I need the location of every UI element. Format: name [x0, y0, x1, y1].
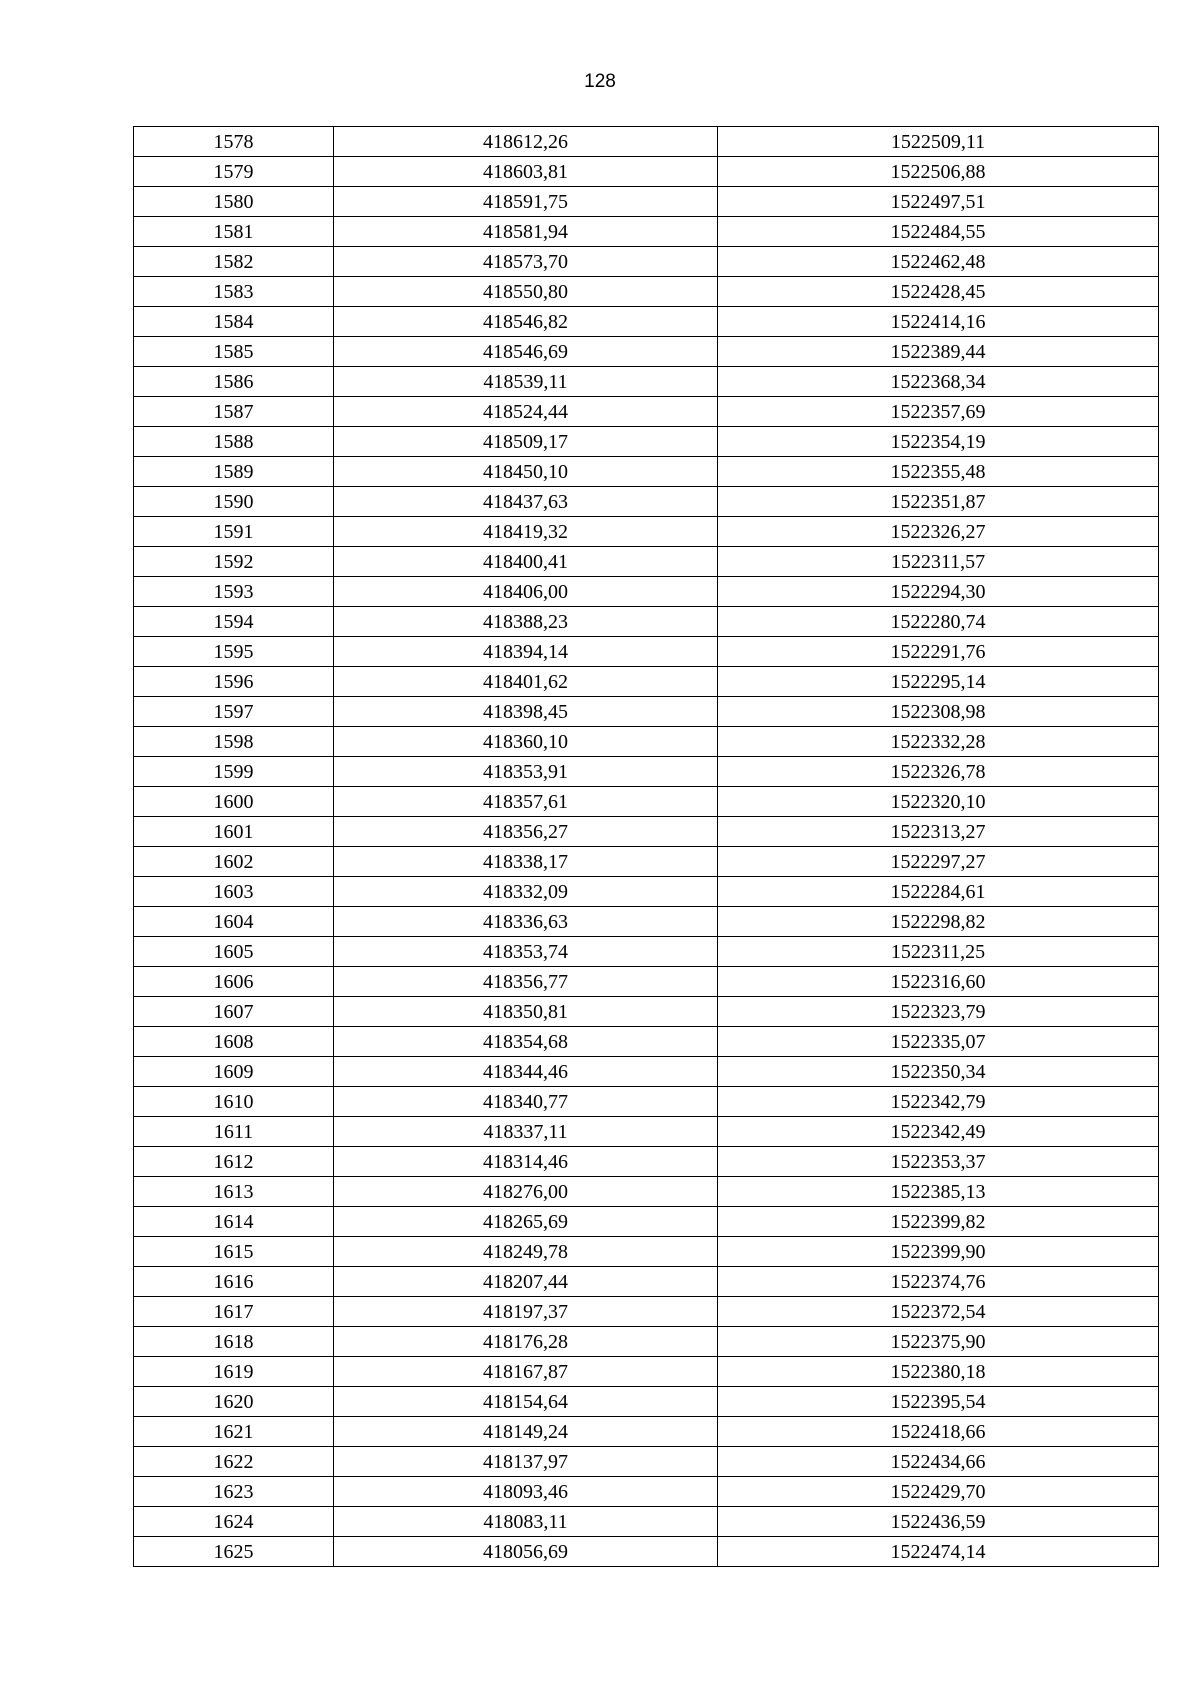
table-row	[134, 157, 1159, 187]
point-number-cell: 1588	[134, 427, 334, 457]
point-number-cell: 1614	[134, 1207, 334, 1237]
point-number-cell: 1593	[134, 577, 334, 607]
y-coordinate-cell: 1522355,48	[718, 457, 1159, 487]
x-coordinate-cell: 418400,41	[334, 547, 718, 577]
x-coordinate-cell: 418276,00	[334, 1177, 718, 1207]
table-row	[134, 997, 1159, 1027]
x-coordinate-cell: 418338,17	[334, 847, 718, 877]
x-coordinate-cell: 418207,44	[334, 1267, 718, 1297]
point-number-cell: 1601	[134, 817, 334, 847]
x-coordinate-cell: 418176,28	[334, 1327, 718, 1357]
point-number-cell: 1615	[134, 1237, 334, 1267]
table-row	[134, 487, 1159, 517]
table-row	[134, 1057, 1159, 1087]
table-row	[134, 1447, 1159, 1477]
table-row	[134, 427, 1159, 457]
table-row	[134, 787, 1159, 817]
point-number-cell: 1583	[134, 277, 334, 307]
x-coordinate-cell: 418167,87	[334, 1357, 718, 1387]
x-coordinate-cell: 418265,69	[334, 1207, 718, 1237]
point-number-cell: 1591	[134, 517, 334, 547]
x-coordinate-cell: 418524,44	[334, 397, 718, 427]
x-coordinate-cell: 418344,46	[334, 1057, 718, 1087]
x-coordinate-cell: 418314,46	[334, 1147, 718, 1177]
point-number-cell: 1578	[134, 127, 334, 157]
x-coordinate-cell: 418591,75	[334, 187, 718, 217]
table-row	[134, 757, 1159, 787]
x-coordinate-cell: 418509,17	[334, 427, 718, 457]
point-number-cell: 1579	[134, 157, 334, 187]
y-coordinate-cell: 1522375,90	[718, 1327, 1159, 1357]
table-row	[134, 1087, 1159, 1117]
x-coordinate-cell: 418406,00	[334, 577, 718, 607]
y-coordinate-cell: 1522399,82	[718, 1207, 1159, 1237]
x-coordinate-cell: 418337,11	[334, 1117, 718, 1147]
x-coordinate-cell: 418137,97	[334, 1447, 718, 1477]
x-coordinate-cell: 418573,70	[334, 247, 718, 277]
coordinates-table-body	[134, 127, 1159, 1567]
y-coordinate-cell: 1522284,61	[718, 877, 1159, 907]
point-number-cell: 1581	[134, 217, 334, 247]
y-coordinate-cell: 1522298,82	[718, 907, 1159, 937]
y-coordinate-cell: 1522395,54	[718, 1387, 1159, 1417]
table-row	[134, 1537, 1159, 1567]
x-coordinate-cell: 418546,69	[334, 337, 718, 367]
table-row	[134, 1267, 1159, 1297]
x-coordinate-cell: 418401,62	[334, 667, 718, 697]
table-row	[134, 1177, 1159, 1207]
table-row	[134, 607, 1159, 637]
point-number-cell: 1618	[134, 1327, 334, 1357]
x-coordinate-cell: 418056,69	[334, 1537, 718, 1567]
y-coordinate-cell: 1522311,25	[718, 937, 1159, 967]
point-number-cell: 1604	[134, 907, 334, 937]
point-number-cell: 1598	[134, 727, 334, 757]
y-coordinate-cell: 1522428,45	[718, 277, 1159, 307]
point-number-cell: 1605	[134, 937, 334, 967]
y-coordinate-cell: 1522399,90	[718, 1237, 1159, 1267]
y-coordinate-cell: 1522357,69	[718, 397, 1159, 427]
y-coordinate-cell: 1522320,10	[718, 787, 1159, 817]
point-number-cell: 1597	[134, 697, 334, 727]
point-number-cell: 1616	[134, 1267, 334, 1297]
x-coordinate-cell: 418149,24	[334, 1417, 718, 1447]
x-coordinate-cell: 418419,32	[334, 517, 718, 547]
x-coordinate-cell: 418249,78	[334, 1237, 718, 1267]
point-number-cell: 1620	[134, 1387, 334, 1417]
y-coordinate-cell: 1522414,16	[718, 307, 1159, 337]
x-coordinate-cell: 418356,77	[334, 967, 718, 997]
table-row	[134, 517, 1159, 547]
table-row	[134, 1237, 1159, 1267]
point-number-cell: 1586	[134, 367, 334, 397]
table-row	[134, 1387, 1159, 1417]
x-coordinate-cell: 418350,81	[334, 997, 718, 1027]
point-number-cell: 1592	[134, 547, 334, 577]
x-coordinate-cell: 418332,09	[334, 877, 718, 907]
point-number-cell: 1599	[134, 757, 334, 787]
x-coordinate-cell: 418394,14	[334, 637, 718, 667]
y-coordinate-cell: 1522311,57	[718, 547, 1159, 577]
y-coordinate-cell: 1522350,34	[718, 1057, 1159, 1087]
point-number-cell: 1625	[134, 1537, 334, 1567]
table-row	[134, 667, 1159, 697]
table-row	[134, 397, 1159, 427]
point-number-cell: 1606	[134, 967, 334, 997]
y-coordinate-cell: 1522316,60	[718, 967, 1159, 997]
table-row	[134, 187, 1159, 217]
point-number-cell: 1585	[134, 337, 334, 367]
point-number-cell: 1617	[134, 1297, 334, 1327]
y-coordinate-cell: 1522484,55	[718, 217, 1159, 247]
point-number-cell: 1621	[134, 1417, 334, 1447]
y-coordinate-cell: 1522374,76	[718, 1267, 1159, 1297]
point-number-cell: 1580	[134, 187, 334, 217]
x-coordinate-cell: 418354,68	[334, 1027, 718, 1057]
y-coordinate-cell: 1522389,44	[718, 337, 1159, 367]
x-coordinate-cell: 418353,74	[334, 937, 718, 967]
x-coordinate-cell: 418093,46	[334, 1477, 718, 1507]
table-row	[134, 277, 1159, 307]
x-coordinate-cell: 418353,91	[334, 757, 718, 787]
table-row	[134, 817, 1159, 847]
y-coordinate-cell: 1522474,14	[718, 1537, 1159, 1567]
x-coordinate-cell: 418612,26	[334, 127, 718, 157]
point-number-cell: 1609	[134, 1057, 334, 1087]
table-row	[134, 1297, 1159, 1327]
table-row	[134, 1357, 1159, 1387]
x-coordinate-cell: 418546,82	[334, 307, 718, 337]
table-row	[134, 367, 1159, 397]
y-coordinate-cell: 1522353,37	[718, 1147, 1159, 1177]
x-coordinate-cell: 418154,64	[334, 1387, 718, 1417]
y-coordinate-cell: 1522429,70	[718, 1477, 1159, 1507]
point-number-cell: 1619	[134, 1357, 334, 1387]
point-number-cell: 1602	[134, 847, 334, 877]
y-coordinate-cell: 1522280,74	[718, 607, 1159, 637]
point-number-cell: 1600	[134, 787, 334, 817]
table-row	[134, 637, 1159, 667]
page-number: 128	[584, 71, 616, 92]
point-number-cell: 1610	[134, 1087, 334, 1117]
point-number-cell: 1622	[134, 1447, 334, 1477]
x-coordinate-cell: 418360,10	[334, 727, 718, 757]
point-number-cell: 1624	[134, 1507, 334, 1537]
table-row	[134, 577, 1159, 607]
table-row	[134, 127, 1159, 157]
coordinates-table	[133, 126, 1159, 1567]
table-row	[134, 457, 1159, 487]
table-row	[134, 217, 1159, 247]
y-coordinate-cell: 1522297,27	[718, 847, 1159, 877]
table-row	[134, 337, 1159, 367]
table-row	[134, 877, 1159, 907]
y-coordinate-cell: 1522342,79	[718, 1087, 1159, 1117]
point-number-cell: 1587	[134, 397, 334, 427]
point-number-cell: 1590	[134, 487, 334, 517]
table-row	[134, 1117, 1159, 1147]
x-coordinate-cell: 418197,37	[334, 1297, 718, 1327]
table-row	[134, 1477, 1159, 1507]
y-coordinate-cell: 1522434,66	[718, 1447, 1159, 1477]
table-row	[134, 1417, 1159, 1447]
x-coordinate-cell: 418398,45	[334, 697, 718, 727]
y-coordinate-cell: 1522368,34	[718, 367, 1159, 397]
y-coordinate-cell: 1522323,79	[718, 997, 1159, 1027]
point-number-cell: 1623	[134, 1477, 334, 1507]
y-coordinate-cell: 1522313,27	[718, 817, 1159, 847]
x-coordinate-cell: 418356,27	[334, 817, 718, 847]
table-row	[134, 967, 1159, 997]
x-coordinate-cell: 418357,61	[334, 787, 718, 817]
y-coordinate-cell: 1522332,28	[718, 727, 1159, 757]
y-coordinate-cell: 1522372,54	[718, 1297, 1159, 1327]
table-row	[134, 1147, 1159, 1177]
point-number-cell: 1589	[134, 457, 334, 487]
y-coordinate-cell: 1522326,27	[718, 517, 1159, 547]
table-row	[134, 1207, 1159, 1237]
table-row	[134, 307, 1159, 337]
y-coordinate-cell: 1522335,07	[718, 1027, 1159, 1057]
y-coordinate-cell: 1522291,76	[718, 637, 1159, 667]
point-number-cell: 1603	[134, 877, 334, 907]
point-number-cell: 1582	[134, 247, 334, 277]
table-row	[134, 727, 1159, 757]
y-coordinate-cell: 1522506,88	[718, 157, 1159, 187]
y-coordinate-cell: 1522354,19	[718, 427, 1159, 457]
y-coordinate-cell: 1522351,87	[718, 487, 1159, 517]
x-coordinate-cell: 418340,77	[334, 1087, 718, 1117]
y-coordinate-cell: 1522509,11	[718, 127, 1159, 157]
x-coordinate-cell: 418581,94	[334, 217, 718, 247]
table-row	[134, 547, 1159, 577]
point-number-cell: 1607	[134, 997, 334, 1027]
table-row	[134, 697, 1159, 727]
y-coordinate-cell: 1522385,13	[718, 1177, 1159, 1207]
table-row	[134, 1027, 1159, 1057]
y-coordinate-cell: 1522295,14	[718, 667, 1159, 697]
point-number-cell: 1611	[134, 1117, 334, 1147]
table-row	[134, 247, 1159, 277]
point-number-cell: 1608	[134, 1027, 334, 1057]
y-coordinate-cell: 1522380,18	[718, 1357, 1159, 1387]
x-coordinate-cell: 418550,80	[334, 277, 718, 307]
table-row	[134, 907, 1159, 937]
table-row	[134, 1327, 1159, 1357]
x-coordinate-cell: 418388,23	[334, 607, 718, 637]
x-coordinate-cell: 418450,10	[334, 457, 718, 487]
y-coordinate-cell: 1522436,59	[718, 1507, 1159, 1537]
point-number-cell: 1594	[134, 607, 334, 637]
y-coordinate-cell: 1522497,51	[718, 187, 1159, 217]
x-coordinate-cell: 418603,81	[334, 157, 718, 187]
table-row	[134, 847, 1159, 877]
point-number-cell: 1584	[134, 307, 334, 337]
point-number-cell: 1613	[134, 1177, 334, 1207]
table-row	[134, 1507, 1159, 1537]
y-coordinate-cell: 1522418,66	[718, 1417, 1159, 1447]
x-coordinate-cell: 418336,63	[334, 907, 718, 937]
x-coordinate-cell: 418539,11	[334, 367, 718, 397]
y-coordinate-cell: 1522308,98	[718, 697, 1159, 727]
point-number-cell: 1595	[134, 637, 334, 667]
point-number-cell: 1596	[134, 667, 334, 697]
x-coordinate-cell: 418437,63	[334, 487, 718, 517]
point-number-cell: 1612	[134, 1147, 334, 1177]
y-coordinate-cell: 1522326,78	[718, 757, 1159, 787]
y-coordinate-cell: 1522294,30	[718, 577, 1159, 607]
x-coordinate-cell: 418083,11	[334, 1507, 718, 1537]
y-coordinate-cell: 1522462,48	[718, 247, 1159, 277]
y-coordinate-cell: 1522342,49	[718, 1117, 1159, 1147]
table-row	[134, 937, 1159, 967]
